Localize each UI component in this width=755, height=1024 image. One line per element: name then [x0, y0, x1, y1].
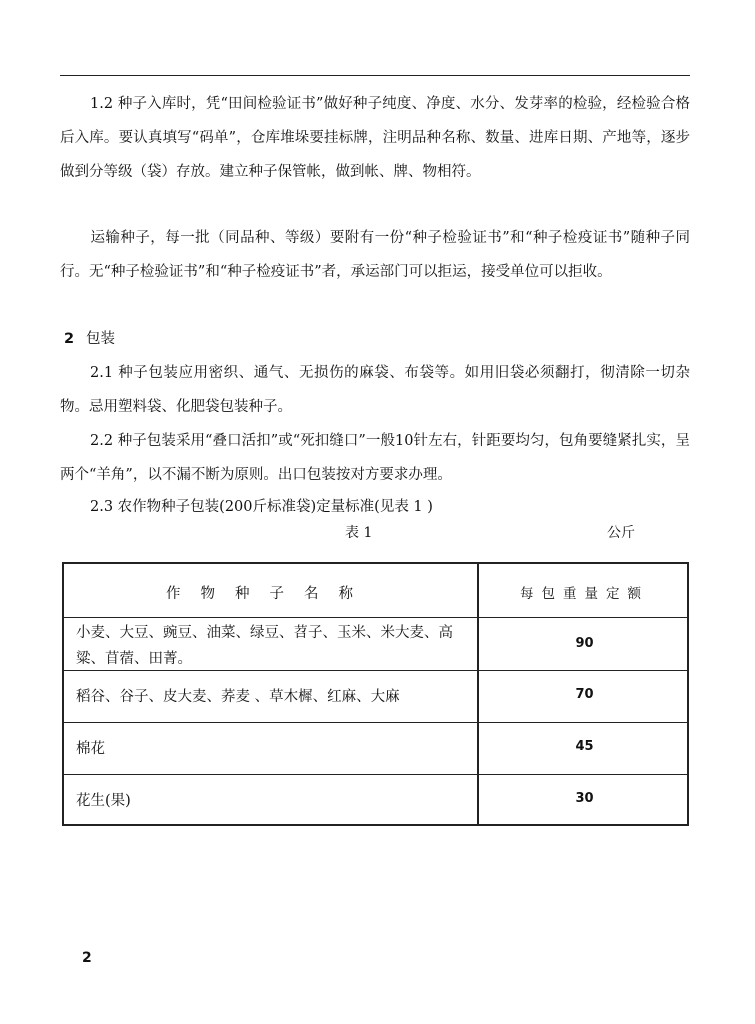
top-rule [60, 75, 690, 76]
table-row-name: 小麦、大豆、豌豆、油菜、绿豆、苕子、玉米、米大麦、高粱、苜蓿、田菁。 [76, 625, 453, 667]
section-number: 2 [64, 331, 75, 347]
table-unit: 公斤 [607, 525, 635, 541]
table-row-quota: 90 [575, 636, 594, 651]
table-row-divider [62, 617, 689, 618]
table-header-name: 作物种子名称 [166, 586, 373, 602]
page-number: 2 [82, 950, 92, 966]
table-row-divider [62, 722, 689, 723]
paragraph-2-2: 2.2 种子包装采用“叠口活扣”或“死扣缝口”一般10针左右，针距要均匀，包角要缝紧扎实，呈两个“羊角”，以不漏不断为原则。出口包装按对方要求办理。 [60, 433, 690, 483]
table-column-divider [477, 562, 479, 826]
paragraph-2-1: 2.1 种子包装应用密织、通气、无损伤的麻袋、布袋等。如用旧袋必须翻打，彻清除一切杂物。忌用塑料袋、化肥袋包装种子。 [60, 365, 690, 415]
section-heading [64, 322, 115, 356]
paragraph-2-3: 2.3 农作物种子包装(200斤标准袋)定量标准(见表 1 ) [90, 499, 433, 515]
table-row-name: 稻谷、谷子、皮大麦、荞麦 、草木樨、红麻、大麻 [76, 689, 400, 705]
table-caption: 表 1 [345, 525, 373, 541]
table-row-quota: 70 [575, 687, 594, 702]
paragraph-transport: 运输种子，每一批（同品种、等级）要附有一份“种子检验证书”和“种子检疫证书”随种子同行。无“种子检验证书”和“种子检疫证书”者，承运部门可以拒运，接受单位可以拒收。 [60, 230, 690, 280]
section-title: 包装 [86, 331, 115, 347]
table-row-quota: 45 [575, 739, 594, 754]
table-row-name: 花生(果) [76, 793, 131, 809]
quota-table [62, 562, 689, 826]
table-row-quota: 30 [575, 791, 594, 806]
paragraph-1-2: 1.2 种子入库时，凭“田间检验证书”做好种子纯度、净度、水分、发芽率的检验，经检验合格后入库。要认真填写“码单”，仓库堆垛要挂标牌，注明品种名称、数量、进库日期、产地等，逐步做到分等级（袋）存放。建立种子保管帐，做到帐、牌、物相符。 [60, 96, 690, 180]
table-row-name: 棉花 [76, 741, 105, 757]
table-row-divider [62, 774, 689, 775]
table-header-quota: 每包重量定额 [520, 586, 649, 602]
